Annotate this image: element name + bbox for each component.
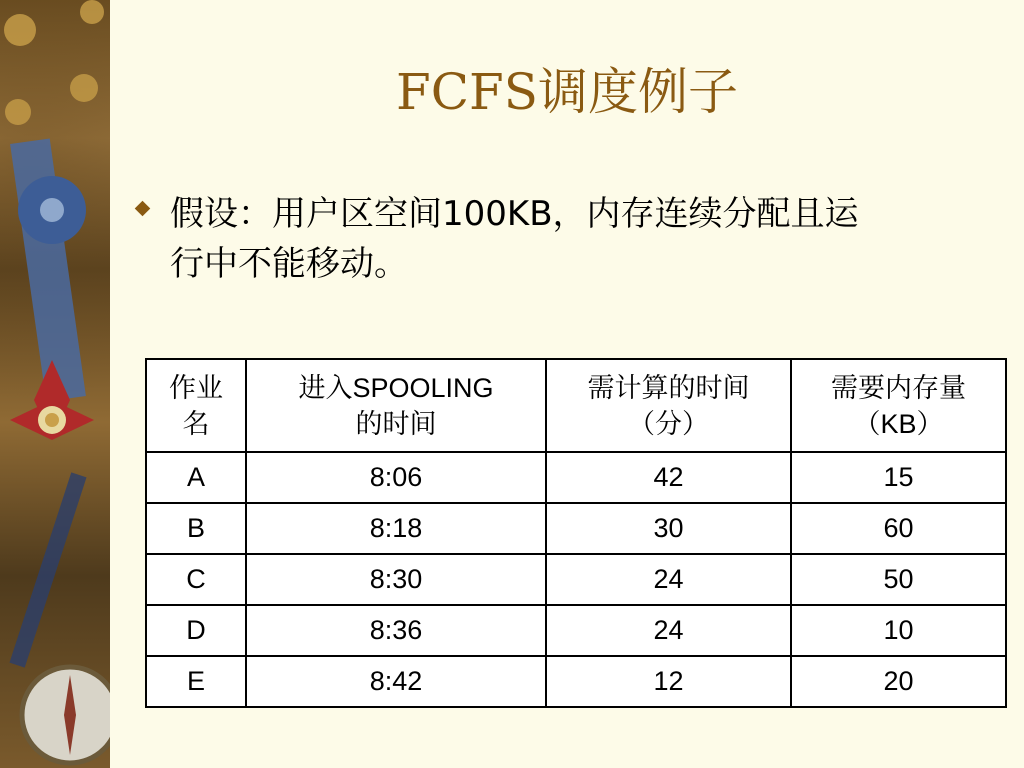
table-row [146, 656, 1006, 707]
cell-compute-time: 24 [546, 554, 791, 605]
cell-compute-time: 30 [546, 503, 791, 554]
header-compute-time: 需计算的时间 （分） [546, 359, 791, 452]
cell-memory: 10 [791, 605, 1006, 656]
header-enter-spooling-time: 进入SPOOLING 的时间 [246, 359, 546, 452]
cell-memory: 60 [791, 503, 1006, 554]
fcfs-job-table [145, 358, 1007, 708]
slide-title: FCFS调度例子 [396, 63, 738, 121]
bullet-line-1: 假设：用户区空间100KB，内存连续分配且运 [170, 194, 859, 234]
cell-enter-time: 8:30 [246, 554, 546, 605]
table-row [146, 452, 1006, 503]
table-row [146, 503, 1006, 554]
cell-memory: 50 [791, 554, 1006, 605]
bullet-line-2: 行中不能移动。 [170, 244, 408, 284]
cell-enter-time: 8:18 [246, 503, 546, 554]
cell-compute-time: 24 [546, 605, 791, 656]
cell-enter-time: 8:42 [246, 656, 546, 707]
header-job-name: 作业 名 [146, 359, 246, 452]
cell-compute-time: 42 [546, 452, 791, 503]
bullet-text [170, 189, 990, 289]
decorative-image-strip [0, 0, 110, 768]
cell-job-name: B [146, 503, 246, 554]
cell-memory: 15 [791, 452, 1006, 503]
cell-job-name: A [146, 452, 246, 503]
cell-enter-time: 8:06 [246, 452, 546, 503]
medal-illustration [0, 0, 110, 768]
cell-job-name: D [146, 605, 246, 656]
cell-compute-time: 12 [546, 656, 791, 707]
header-memory-required: 需要内存量 （KB） [791, 359, 1006, 452]
table-header-row [146, 359, 1006, 452]
cell-job-name: E [146, 656, 246, 707]
table-row [146, 605, 1006, 656]
cell-enter-time: 8:36 [246, 605, 546, 656]
cell-memory: 20 [791, 656, 1006, 707]
bullet-diamond-icon [135, 201, 151, 217]
table-row [146, 554, 1006, 605]
cell-job-name: C [146, 554, 246, 605]
